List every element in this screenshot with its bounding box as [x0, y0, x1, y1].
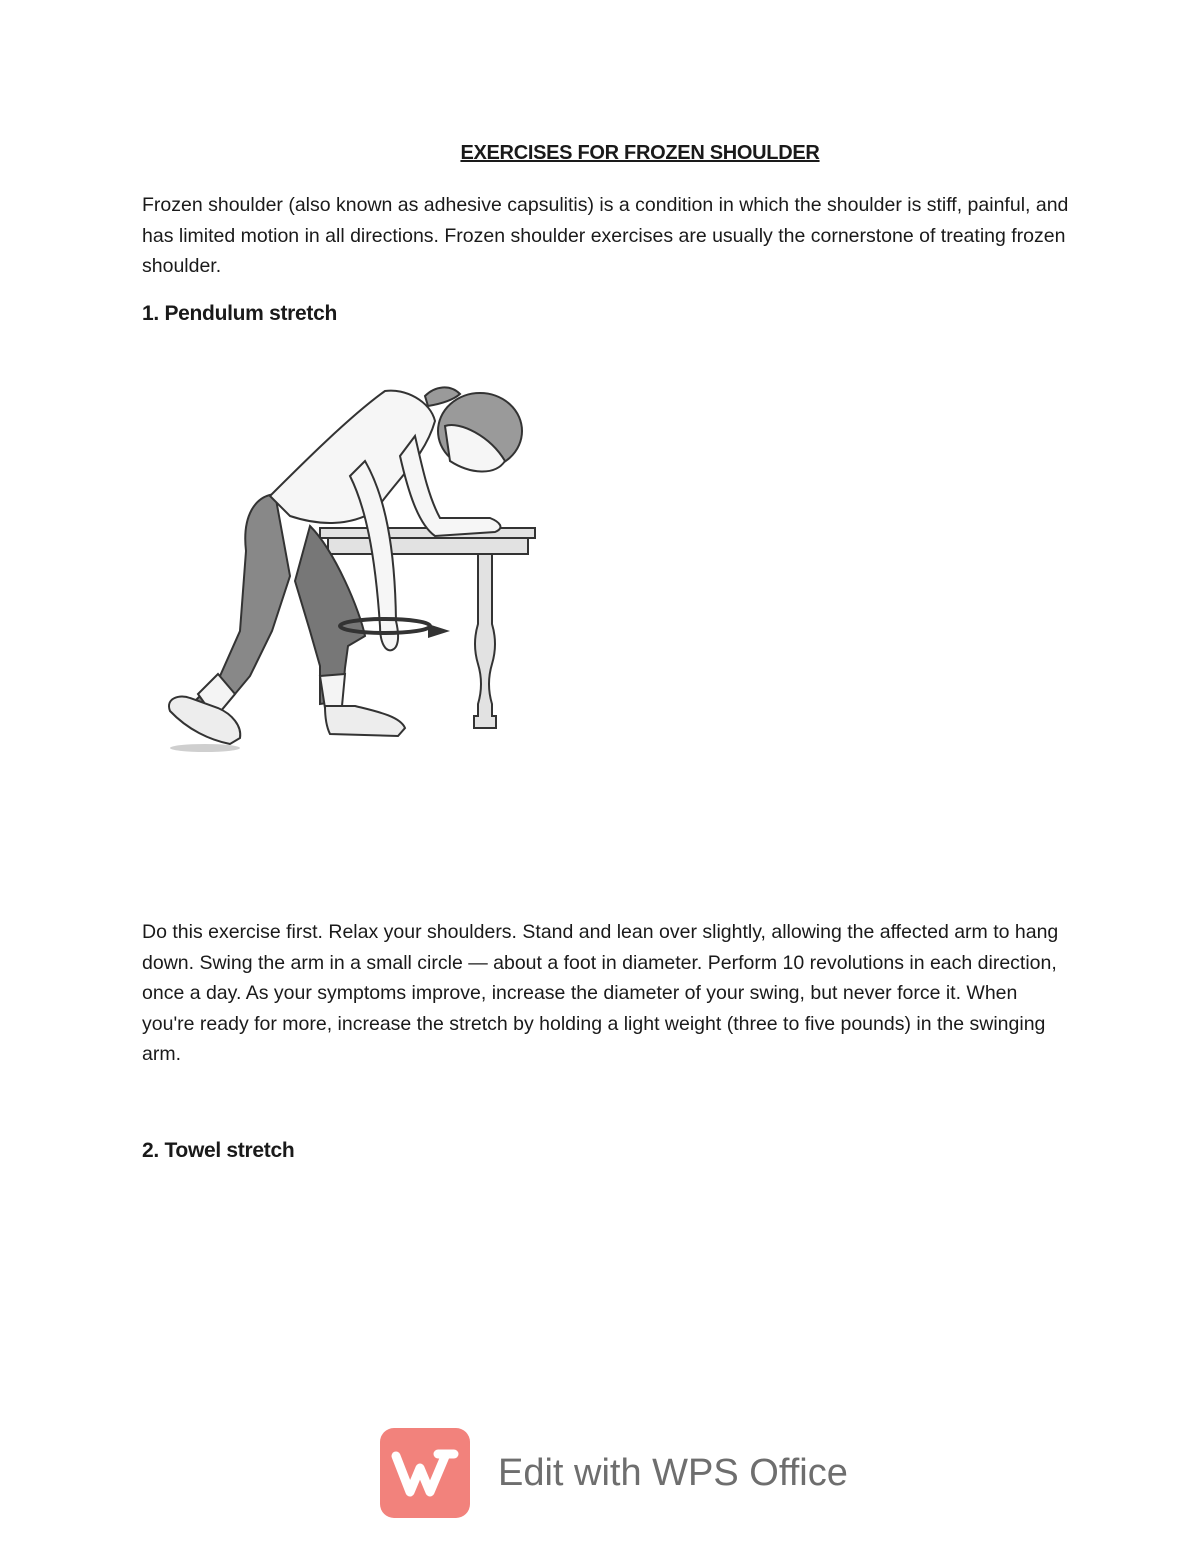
document-title: EXERCISES FOR FROZEN SHOULDER [460, 142, 820, 164]
section-heading-towel: 2. Towel stretch [142, 1139, 295, 1162]
wps-logo-icon [380, 1428, 470, 1518]
pendulum-description: Do this exercise first. Relax your shoulders. Stand and lean over slightly, allowing the affected arm to hang down. Swing the arm in a small circle — about a foot in diameter. Perform 10 revolutions in each direction, once a day. As your symptoms improve, increase the diameter of your swing, but never force it. When you're ready for more, increase the stretch by holding a light weight (three to five pounds) in the swinging arm. [142, 921, 1059, 1065]
section-heading-pendulum: 1. Pendulum stretch [142, 302, 338, 325]
pendulum-stretch-illustration [160, 376, 540, 756]
wps-watermark[interactable] [380, 1428, 860, 1520]
intro-paragraph: Frozen shoulder (also known as adhesive capsulitis) is a condition in which the shoulder is stiff, painful, and has limited motion in all directions. Frozen shoulder exercises are usually the cornerstone of treating frozen shoulder. [142, 194, 1069, 277]
wps-edit-link[interactable]: Edit with WPS Office [498, 1452, 848, 1494]
